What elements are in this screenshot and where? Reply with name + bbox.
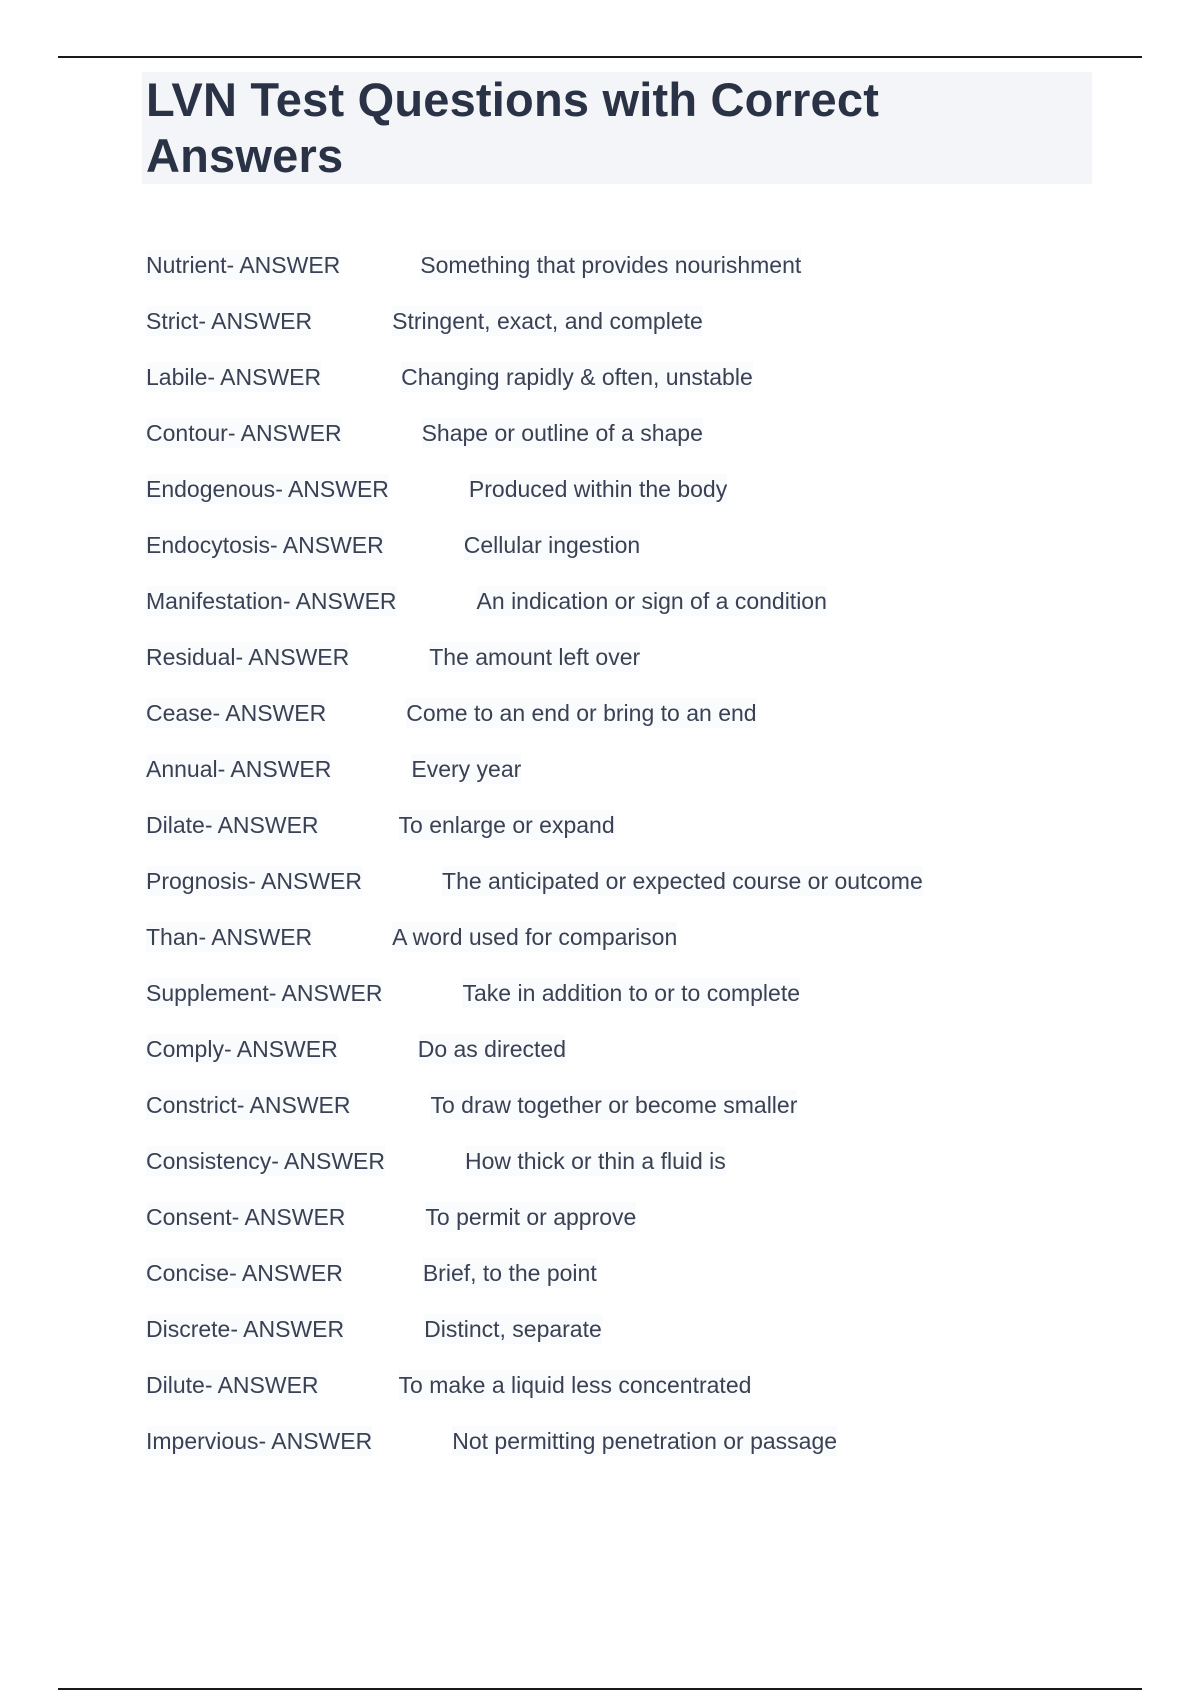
answer-text: Produced within the body	[468, 476, 728, 502]
answer-label: - ANSWER	[236, 1092, 351, 1118]
answer-label: - ANSWER	[248, 868, 363, 894]
list-item	[146, 418, 1146, 474]
list-item	[146, 754, 1146, 810]
answer-label: - ANSWER	[258, 1428, 373, 1454]
answer-label: - ANSWER	[275, 476, 389, 502]
list-item	[146, 474, 1146, 530]
list-item	[146, 362, 1146, 418]
answer-text: Cellular ingestion	[463, 532, 641, 558]
answer-label: - ANSWER	[204, 812, 319, 838]
answer-text: The amount left over	[429, 644, 641, 670]
term-text: Discrete	[146, 1316, 231, 1342]
page-title: LVN Test Questions with Correct Answers	[146, 73, 880, 182]
list-item	[146, 1314, 1146, 1370]
term-text: Consistency	[146, 1148, 272, 1174]
term-text: Endocytosis	[146, 532, 271, 558]
answer-text: Come to an end or bring to an end	[406, 700, 757, 726]
answer-text: An indication or sign of a condition	[476, 588, 827, 614]
answer-text: To permit or approve	[425, 1204, 637, 1230]
answer-label: - ANSWER	[229, 1260, 343, 1286]
answer-label: - ANSWER	[231, 1204, 346, 1230]
answer-label: - ANSWER	[204, 1372, 319, 1398]
term-text: Dilate	[146, 812, 205, 838]
answer-text: Every year	[411, 756, 522, 782]
term-text: Cease	[146, 700, 213, 726]
answer-text: Changing rapidly & often, unstable	[401, 364, 753, 390]
list-item	[146, 978, 1146, 1034]
answer-label: - ANSWER	[230, 1316, 345, 1342]
answer-label: - ANSWER	[198, 924, 313, 950]
term-text: Contour	[146, 420, 228, 446]
term-text: Consent	[146, 1204, 232, 1230]
answer-label: - ANSWER	[235, 644, 350, 670]
answer-text: How thick or thin a fluid is	[465, 1148, 726, 1174]
answer-text: The anticipated or expected course or outcome	[442, 868, 923, 894]
answer-label: - ANSWER	[268, 980, 383, 1006]
answer-label: - ANSWER	[282, 588, 397, 614]
term-text: Residual	[146, 644, 236, 670]
answer-text: To enlarge or expand	[398, 812, 615, 838]
term-text: Prognosis	[146, 868, 249, 894]
answer-text: A word used for comparison	[392, 924, 678, 950]
term-text: Constrict	[146, 1092, 237, 1118]
answer-label: - ANSWER	[270, 532, 384, 558]
list-item	[146, 1090, 1146, 1146]
list-item	[146, 1258, 1146, 1314]
answer-text: Take in addition to or to complete	[462, 980, 801, 1006]
answer-label: - ANSWER	[217, 756, 332, 782]
top-divider	[58, 56, 1142, 58]
answer-text: Brief, to the point	[422, 1260, 597, 1286]
list-item	[146, 810, 1146, 866]
question-answer-list	[146, 250, 1146, 1482]
list-item	[146, 1370, 1146, 1426]
term-text: Endogenous	[146, 476, 276, 502]
term-text: Manifestation	[146, 588, 283, 614]
list-item	[146, 530, 1146, 586]
list-item	[146, 922, 1146, 978]
list-item	[146, 306, 1146, 362]
list-item	[146, 250, 1146, 306]
list-item	[146, 698, 1146, 754]
answer-text: Not permitting penetration or passage	[452, 1428, 838, 1454]
term-text: Annual	[146, 756, 218, 782]
answer-label: - ANSWER	[227, 420, 342, 446]
list-item	[146, 1146, 1146, 1202]
answer-text: Do as directed	[417, 1036, 567, 1062]
term-text: Concise	[146, 1260, 230, 1286]
answer-text: To make a liquid less concentrated	[398, 1372, 752, 1398]
answer-label: - ANSWER	[223, 1036, 338, 1062]
answer-label: - ANSWER	[226, 252, 341, 278]
answer-label: - ANSWER	[212, 700, 327, 726]
list-item	[146, 642, 1146, 698]
term-text: Impervious	[146, 1428, 259, 1454]
answer-text: Distinct, separate	[424, 1316, 602, 1342]
answer-text: Shape or outline of a shape	[421, 420, 703, 446]
term-text: Dilute	[146, 1372, 205, 1398]
answer-label: - ANSWER	[207, 364, 322, 390]
term-text: Comply	[146, 1036, 224, 1062]
answer-text: Something that provides nourishment	[420, 252, 802, 278]
list-item	[146, 1426, 1146, 1482]
term-text: Supplement	[146, 980, 269, 1006]
answer-text: To draw together or become smaller	[430, 1092, 798, 1118]
list-item	[146, 586, 1146, 642]
answer-label: - ANSWER	[198, 308, 313, 334]
list-item	[146, 866, 1146, 922]
term-text: Strict	[146, 308, 199, 334]
term-text: Labile	[146, 364, 208, 390]
list-item	[146, 1034, 1146, 1090]
term-text: Nutrient	[146, 252, 227, 278]
list-item	[146, 1202, 1146, 1258]
bottom-divider	[58, 1688, 1142, 1690]
term-text: Than	[146, 924, 199, 950]
answer-text: Stringent, exact, and complete	[392, 308, 703, 334]
answer-label: - ANSWER	[271, 1148, 386, 1174]
